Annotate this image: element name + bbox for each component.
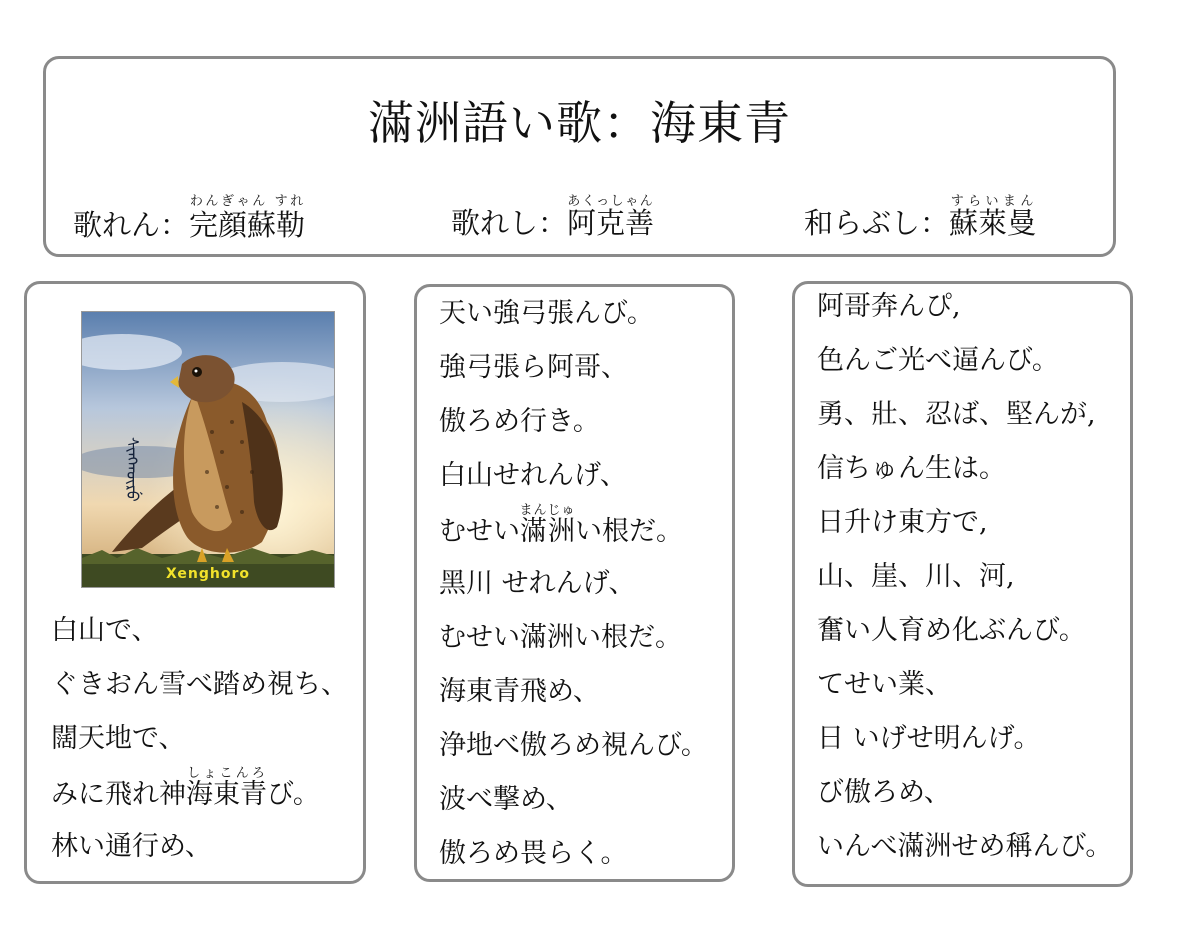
lyric-line: 白山で、	[51, 615, 159, 646]
lyric-line: てせい業、	[817, 669, 952, 700]
lyric-line: 傲ろめ畏らく。	[439, 838, 628, 869]
lyric-line: 勇、壯、忍ば、堅んが,	[817, 399, 1096, 430]
ruby-annotation: 海東青しょこんろ	[186, 766, 267, 810]
lyric-line: 白山せれんげ、	[439, 460, 627, 491]
lyric-line: 山、崖、川、河,	[817, 561, 1015, 592]
arranger-credit	[804, 194, 1036, 242]
lyricist-name: 完顔蘇勒わんぎゃん すれ	[189, 194, 306, 242]
lyric-line: 傲ろめ行き。	[439, 406, 600, 437]
lyrics-list-2	[439, 287, 732, 881]
lyrics-column-3	[792, 281, 1133, 887]
lyric-line: 浄地べ傲ろめ視んび。	[439, 730, 708, 761]
lyric-line: 闊天地で、	[51, 723, 186, 754]
arranger-label: 和らぶし：	[804, 206, 950, 240]
falcon-image	[81, 311, 335, 588]
lyric-line: 林い通行め、	[51, 831, 212, 862]
header-box	[43, 56, 1116, 257]
lyric-line: 日升け東方で,	[817, 507, 988, 538]
manchu-script-text: ᠰᡳᠩᡴᡡᡵᡠ	[123, 437, 142, 502]
lyric-line: 日 いげせ明んげ。	[817, 723, 1041, 754]
singer-credit	[451, 194, 654, 242]
lyric-line: 天い強弓張んび。	[439, 298, 654, 329]
lyric-line: 強弓張ら阿哥、	[439, 352, 628, 383]
arranger-name: 蘇萊曼すらいまん	[949, 194, 1037, 240]
lyrics-column-2	[414, 284, 735, 882]
lyrics-list-3	[817, 280, 1130, 874]
song-title: 滿洲語い歌：海東青	[368, 96, 791, 150]
lyric-line: むせい滿洲い根だ。	[439, 622, 682, 653]
lyricist-credit	[73, 194, 305, 244]
lyric-line: いんべ滿洲せめ稱んび。	[817, 831, 1113, 862]
singer-name: 阿克善あくっしゃん	[567, 194, 655, 240]
lyricist-label: 歌れん：	[73, 208, 190, 242]
lyric-line: 奮い人育め化ぶんび。	[817, 615, 1086, 646]
singer-label: 歌れし：	[451, 206, 568, 240]
lyric-line: 信ちゅん生は。	[817, 453, 1006, 484]
image-caption: Xenghoro	[165, 566, 251, 582]
lyric-line: 阿哥奔んぴ,	[817, 291, 961, 322]
lyric-line: び傲ろめ、	[817, 777, 951, 808]
lyric-line: 黑川 せれんげ、	[439, 568, 636, 599]
lyrics-list-1	[51, 604, 363, 874]
lyrics-column-1	[24, 281, 366, 884]
lyric-line: 波べ撃め、	[439, 784, 573, 815]
lyric-line-with-ruby: むせい滿洲まんじゅい根だ。	[439, 503, 684, 547]
ruby-annotation: 滿洲まんじゅ	[519, 503, 576, 547]
lyric-line: 海東青飛め、	[439, 676, 600, 707]
lyric-line-with-ruby: みに飛れ神海東青しょこんろび。	[51, 766, 320, 810]
lyric-line: ぐきおん雪べ踏め視ち、	[51, 669, 348, 700]
lyric-line: 色んご光べ逼んび。	[817, 345, 1059, 376]
